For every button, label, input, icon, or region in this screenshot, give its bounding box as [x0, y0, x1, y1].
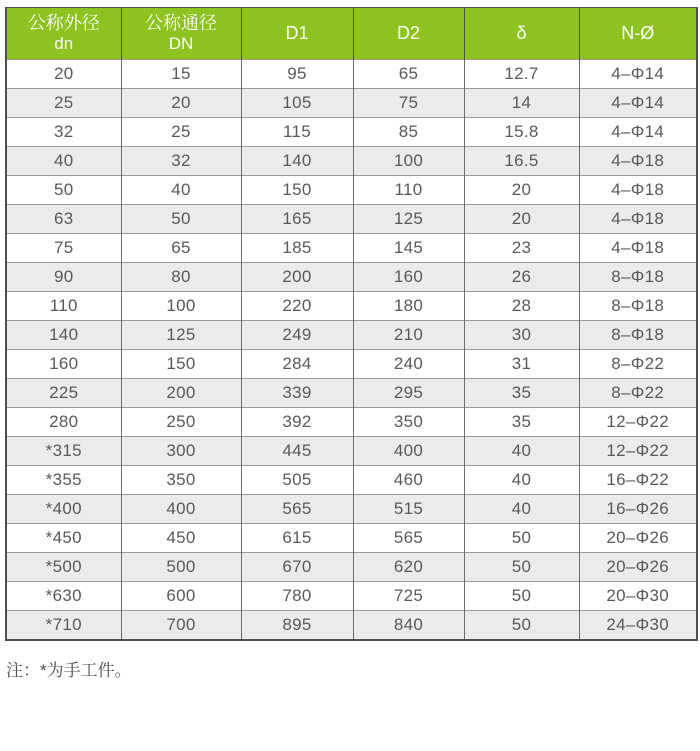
cell-DN: 400: [121, 495, 241, 524]
cell-dn: 40: [6, 147, 121, 176]
header-d1: D1: [241, 8, 353, 60]
cell-d2: 400: [353, 437, 464, 466]
cell-n-holes: 4–Φ18: [579, 234, 697, 263]
header-dn-sub: dn: [54, 34, 74, 54]
cell-d2: 160: [353, 263, 464, 292]
cell-d1: 445: [241, 437, 353, 466]
cell-n-holes: 8–Φ22: [579, 350, 697, 379]
table-row: [6, 350, 697, 379]
cell-dn: 90: [6, 263, 121, 292]
cell-n-holes: 4–Φ18: [579, 147, 697, 176]
cell-dn: *710: [6, 611, 121, 640]
table-row: [6, 524, 697, 553]
cell-d2: 460: [353, 466, 464, 495]
cell-n-holes: 20–Φ26: [579, 524, 697, 553]
cell-dn: 50: [6, 176, 121, 205]
cell-dn: 140: [6, 321, 121, 350]
cell-d1: 339: [241, 379, 353, 408]
table-row: [6, 582, 697, 611]
cell-dn: 32: [6, 118, 121, 147]
cell-delta: 23: [464, 234, 579, 263]
table-row: [6, 176, 697, 205]
table-row: [6, 234, 697, 263]
cell-d2: 100: [353, 147, 464, 176]
cell-n-holes: 12–Φ22: [579, 408, 697, 437]
cell-d1: 105: [241, 89, 353, 118]
cell-DN: 25: [121, 118, 241, 147]
cell-DN: 65: [121, 234, 241, 263]
header-DN-label: 公称通径: [145, 12, 217, 33]
cell-delta: 20: [464, 205, 579, 234]
cell-d2: 75: [353, 89, 464, 118]
cell-dn: 20: [6, 60, 121, 89]
cell-dn: *315: [6, 437, 121, 466]
cell-d2: 240: [353, 350, 464, 379]
cell-d1: 165: [241, 205, 353, 234]
table-row: [6, 553, 697, 582]
cell-dn: *630: [6, 582, 121, 611]
cell-d2: 125: [353, 205, 464, 234]
header-DN-sub: DN: [168, 34, 194, 54]
cell-n-holes: 16–Φ26: [579, 495, 697, 524]
table-row: [6, 118, 697, 147]
header-dn: [6, 8, 121, 60]
cell-DN: 40: [121, 176, 241, 205]
cell-d2: 295: [353, 379, 464, 408]
table-row: [6, 263, 697, 292]
cell-dn: 63: [6, 205, 121, 234]
cell-DN: 300: [121, 437, 241, 466]
cell-dn: *450: [6, 524, 121, 553]
cell-delta: 14: [464, 89, 579, 118]
cell-delta: 40: [464, 466, 579, 495]
cell-n-holes: 8–Φ18: [579, 321, 697, 350]
table-row: [6, 292, 697, 321]
cell-d2: 350: [353, 408, 464, 437]
cell-delta: 16.5: [464, 147, 579, 176]
cell-d1: 670: [241, 553, 353, 582]
cell-d1: 249: [241, 321, 353, 350]
header-row: [6, 8, 697, 60]
cell-delta: 31: [464, 350, 579, 379]
cell-DN: 80: [121, 263, 241, 292]
cell-d1: 895: [241, 611, 353, 640]
cell-delta: 50: [464, 524, 579, 553]
cell-n-holes: 8–Φ18: [579, 263, 697, 292]
cell-n-holes: 4–Φ14: [579, 89, 697, 118]
cell-DN: 350: [121, 466, 241, 495]
spec-table: [5, 7, 698, 641]
cell-n-holes: 16–Φ22: [579, 466, 697, 495]
cell-d2: 85: [353, 118, 464, 147]
cell-d2: 515: [353, 495, 464, 524]
table-row: [6, 147, 697, 176]
cell-n-holes: 8–Φ18: [579, 292, 697, 321]
cell-d2: 110: [353, 176, 464, 205]
table-row: [6, 379, 697, 408]
cell-DN: 32: [121, 147, 241, 176]
cell-dn: 75: [6, 234, 121, 263]
cell-delta: 40: [464, 437, 579, 466]
cell-dn: *500: [6, 553, 121, 582]
cell-DN: 15: [121, 60, 241, 89]
cell-delta: 50: [464, 582, 579, 611]
table-body: [6, 60, 697, 640]
cell-d1: 565: [241, 495, 353, 524]
table-row: [6, 466, 697, 495]
cell-d1: 140: [241, 147, 353, 176]
cell-n-holes: 20–Φ30: [579, 582, 697, 611]
cell-d1: 284: [241, 350, 353, 379]
footnote: 注：*为手工件。: [6, 660, 132, 680]
header-DN: [121, 8, 241, 60]
cell-delta: 50: [464, 611, 579, 640]
header-dn-label: 公称外径: [27, 12, 100, 33]
cell-d1: 780: [241, 582, 353, 611]
cell-n-holes: 8–Φ22: [579, 379, 697, 408]
cell-DN: 600: [121, 582, 241, 611]
cell-d2: 620: [353, 553, 464, 582]
cell-delta: 35: [464, 408, 579, 437]
table-row: [6, 611, 697, 640]
table-row: [6, 408, 697, 437]
cell-dn: 110: [6, 292, 121, 321]
cell-DN: 125: [121, 321, 241, 350]
cell-delta: 12.7: [464, 60, 579, 89]
cell-dn: 25: [6, 89, 121, 118]
table-row: [6, 321, 697, 350]
header-delta: δ: [464, 8, 579, 60]
cell-delta: 20: [464, 176, 579, 205]
cell-d2: 565: [353, 524, 464, 553]
table-row: [6, 205, 697, 234]
cell-DN: 150: [121, 350, 241, 379]
cell-DN: 200: [121, 379, 241, 408]
header-n-holes: N-Ø: [579, 8, 697, 60]
cell-d2: 210: [353, 321, 464, 350]
cell-d1: 185: [241, 234, 353, 263]
cell-delta: 28: [464, 292, 579, 321]
cell-DN: 500: [121, 553, 241, 582]
cell-d1: 150: [241, 176, 353, 205]
header-d2: D2: [353, 8, 464, 60]
cell-dn: *400: [6, 495, 121, 524]
cell-d1: 95: [241, 60, 353, 89]
cell-DN: 250: [121, 408, 241, 437]
cell-d2: 65: [353, 60, 464, 89]
table-row: [6, 60, 697, 89]
cell-n-holes: 4–Φ18: [579, 205, 697, 234]
cell-n-holes: 12–Φ22: [579, 437, 697, 466]
cell-dn: 280: [6, 408, 121, 437]
table-row: [6, 495, 697, 524]
cell-n-holes: 4–Φ18: [579, 176, 697, 205]
cell-delta: 26: [464, 263, 579, 292]
cell-delta: 15.8: [464, 118, 579, 147]
cell-DN: 50: [121, 205, 241, 234]
cell-d1: 115: [241, 118, 353, 147]
cell-dn: 160: [6, 350, 121, 379]
cell-DN: 100: [121, 292, 241, 321]
cell-DN: 450: [121, 524, 241, 553]
cell-delta: 40: [464, 495, 579, 524]
cell-delta: 35: [464, 379, 579, 408]
table-row: [6, 437, 697, 466]
cell-d1: 505: [241, 466, 353, 495]
cell-d1: 615: [241, 524, 353, 553]
cell-d2: 725: [353, 582, 464, 611]
cell-DN: 700: [121, 611, 241, 640]
cell-d1: 392: [241, 408, 353, 437]
cell-delta: 30: [464, 321, 579, 350]
cell-d2: 840: [353, 611, 464, 640]
cell-DN: 20: [121, 89, 241, 118]
cell-n-holes: 4–Φ14: [579, 60, 697, 89]
cell-d1: 200: [241, 263, 353, 292]
cell-dn: *355: [6, 466, 121, 495]
cell-delta: 50: [464, 553, 579, 582]
cell-d2: 145: [353, 234, 464, 263]
cell-d1: 220: [241, 292, 353, 321]
cell-d2: 180: [353, 292, 464, 321]
cell-dn: 225: [6, 379, 121, 408]
cell-n-holes: 20–Φ26: [579, 553, 697, 582]
table-row: [6, 89, 697, 118]
table-header: [6, 8, 697, 60]
cell-n-holes: 24–Φ30: [579, 611, 697, 640]
cell-n-holes: 4–Φ14: [579, 118, 697, 147]
